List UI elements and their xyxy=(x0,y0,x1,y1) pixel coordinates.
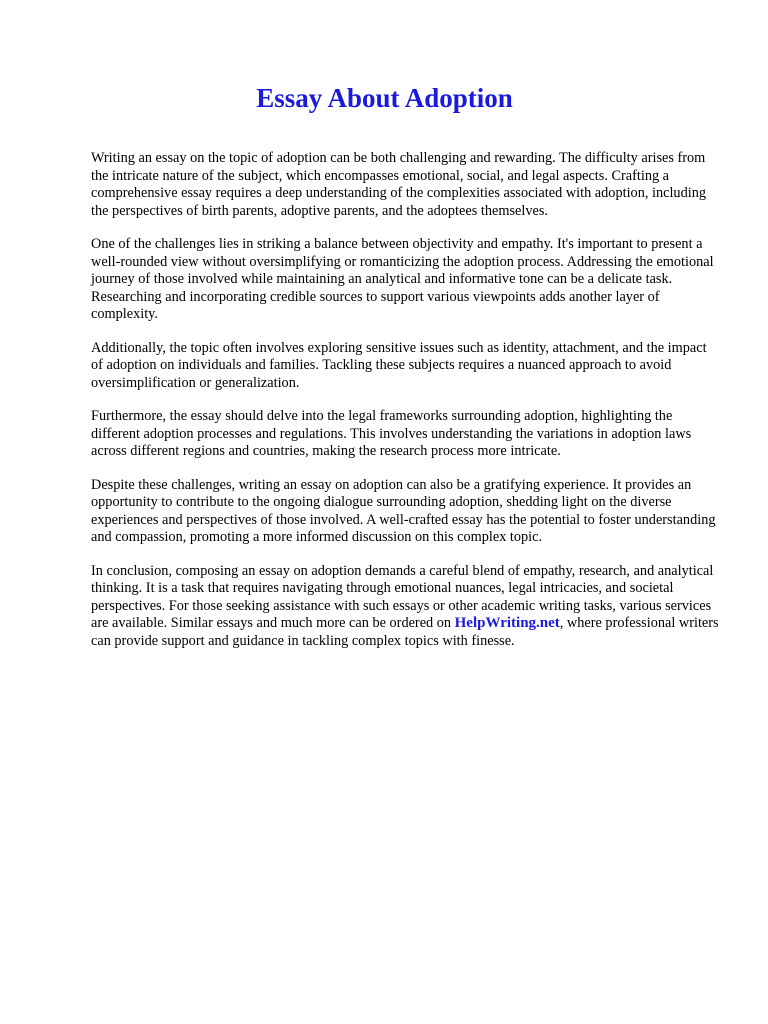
helpwriting-link[interactable]: HelpWriting.net xyxy=(454,615,560,631)
paragraph-legal-frameworks: Furthermore, the essay should delve into the legal frameworks surrounding adoption, highlighting the different adoption processes and regulations. This involves understanding the variations in adoption laws across different regions and countries, making the research process more intricate. xyxy=(91,408,692,459)
conclusion-text-after-link: , where professional writers can provide support and guidance in tackling complex topics with finesse. xyxy=(91,615,719,649)
paragraph-intro: Writing an essay on the topic of adoption can be both challenging and rewarding. The difficulty arises from the intricate nature of the subject, which encompasses emotional, social, and legal aspects. Crafting a comprehensive essay requires a deep understanding of the complexities associated with adoption, including the perspectives of birth parents, adoptive parents, and the adoptees themselves. xyxy=(91,150,706,219)
conclusion-text-before-link: In conclusion, composing an essay on adoption demands a careful blend of empathy, research, and analytical thinking. It is a task that requires navigating through emotional nuances, legal intricacies, and societal perspectives. For those seeking assistance with such essays or other academic writing tasks, various services are available. Similar essays and much more can be ordered on xyxy=(91,562,714,631)
paragraph-gratifying: Despite these challenges, writing an essay on adoption can also be a gratifying experience. It provides an opportunity to contribute to the ongoing dialogue surrounding adoption, shedding light on the diverse experiences and perspectives of those involved. A well-crafted essay has the potential to foster understanding and compassion, promoting a more informed discussion on this complex topic. xyxy=(91,476,716,545)
paragraph-conclusion xyxy=(91,563,720,651)
paragraph-challenges: One of the challenges lies in striking a balance between objectivity and empathy. It's important to present a well-rounded view without oversimplifying or romanticizing the adoption process. Addressing the emotional journey of those involved while maintaining an analytical and informative tone can be a delicate task. Researching and incorporating credible sources to support various viewpoints adds another layer of complexity. xyxy=(91,236,714,322)
paragraph-sensitive-issues: Additionally, the topic often involves exploring sensitive issues such as identity, attachment, and the impact of adoption on individuals and families. Tackling these subjects requires a nuanced approach to avoid oversimplification or generalization. xyxy=(91,339,707,391)
page-title: Essay About Adoption xyxy=(256,83,513,113)
